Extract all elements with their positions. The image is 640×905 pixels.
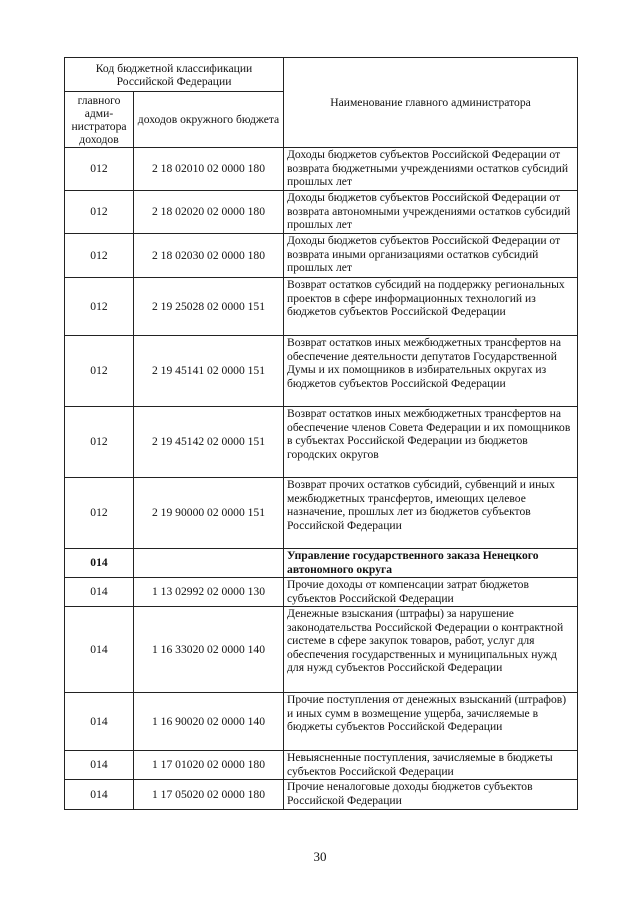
cell-revenue-code: 1 16 33020 02 0000 140 [134, 607, 284, 693]
table-row [65, 407, 578, 478]
cell-admin-code: 012 [65, 191, 134, 234]
header-main-admin: главного адми-нистратора доходов [65, 92, 134, 148]
table-row [65, 578, 578, 607]
cell-admin-name: Прочие поступления от денежных взысканий (штрафов) и иных сумм в возмещение ущерба, зачисляемые в бюджеты субъектов Российской Федерации [284, 693, 578, 751]
cell-admin-code: 012 [65, 478, 134, 549]
cell-admin-code: 014 [65, 578, 134, 607]
cell-revenue-code: 2 19 90000 02 0000 151 [134, 478, 284, 549]
cell-admin-code: 012 [65, 234, 134, 278]
budget-classification-table [64, 57, 578, 810]
table-row [65, 336, 578, 407]
cell-revenue-code: 2 18 02010 02 0000 180 [134, 148, 284, 191]
table-row [65, 549, 578, 578]
cell-admin-code: 012 [65, 407, 134, 478]
cell-revenue-code: 2 19 45141 02 0000 151 [134, 336, 284, 407]
cell-admin-code: 012 [65, 278, 134, 336]
table-row [65, 191, 578, 234]
cell-admin-name: Возврат остатков иных межбюджетных трансфертов на обеспечение членов Совета Федерации и их помощников в субъектах Российской Федерации из бюджетов городских округов [284, 407, 578, 478]
cell-revenue-code: 2 19 25028 02 0000 151 [134, 278, 284, 336]
table-row [65, 234, 578, 278]
table-row [65, 278, 578, 336]
cell-admin-code: 012 [65, 148, 134, 191]
cell-admin-name: Возврат остатков субсидий на поддержку региональных проектов в сфере информационных технологий из бюджетов субъектов Российской Федерации [284, 278, 578, 336]
table-row [65, 148, 578, 191]
cell-admin-name: Невыясненные поступления, зачисляемые в бюджеты субъектов Российской Федерации [284, 751, 578, 780]
header-admin-name: Наименование главного администратора [284, 58, 578, 148]
cell-admin-name: Доходы бюджетов субъектов Российской Федерации от возврата бюджетными учреждениями остатков субсидий прошлых лет [284, 148, 578, 191]
table-row [65, 780, 578, 810]
cell-revenue-code: 1 17 05020 02 0000 180 [134, 780, 284, 810]
cell-revenue-code: 2 18 02030 02 0000 180 [134, 234, 284, 278]
cell-revenue-code: 2 19 45142 02 0000 151 [134, 407, 284, 478]
cell-admin-name: Прочие доходы от компенсации затрат бюджетов субъектов Российской Федерации [284, 578, 578, 607]
cell-revenue-code [134, 549, 284, 578]
cell-admin-name: Прочие неналоговые доходы бюджетов субъектов Российской Федерации [284, 780, 578, 810]
table-row [65, 693, 578, 751]
cell-admin-code: 014 [65, 751, 134, 780]
header-revenue-code: доходов окружного бюджета [134, 92, 284, 148]
page-number: 30 [313, 849, 327, 864]
cell-admin-code: 014 [65, 780, 134, 810]
table-body [65, 148, 578, 810]
cell-admin-code: 014 [65, 549, 134, 578]
cell-revenue-code: 1 16 90020 02 0000 140 [134, 693, 284, 751]
cell-admin-code: 014 [65, 607, 134, 693]
cell-admin-name: Возврат прочих остатков субсидий, субвенций и иных межбюджетных трансфертов, имеющих целевое назначение, прошлых лет из бюджетов субъектов Российской Федерации [284, 478, 578, 549]
cell-admin-name: Возврат остатков иных межбюджетных трансфертов на обеспечение деятельности депутатов Государственной Думы и их помощников в избирательных округах из бюджетов субъектов Российской Федерации [284, 336, 578, 407]
cell-admin-code: 012 [65, 336, 134, 407]
cell-admin-name: Доходы бюджетов субъектов Российской Федерации от возврата иными организациями остатков субсидий прошлых лет [284, 234, 578, 278]
cell-revenue-code: 1 13 02992 02 0000 130 [134, 578, 284, 607]
cell-revenue-code: 1 17 01020 02 0000 180 [134, 751, 284, 780]
table-row [65, 478, 578, 549]
cell-admin-name: Управление государственного заказа Ненецкого автономного округа [284, 549, 578, 578]
header-group-title: Код бюджетной классификации Российской Федерации [65, 58, 284, 92]
cell-admin-name: Денежные взыскания (штрафы) за нарушение законодательства Российской Федерации о контрактной системе в сфере закупок товаров, работ, услуг для обеспечения государственных и муниципальных нужд для нужд субъектов Российской Федерации [284, 607, 578, 693]
cell-admin-code: 014 [65, 693, 134, 751]
cell-revenue-code: 2 18 02020 02 0000 180 [134, 191, 284, 234]
table-row [65, 751, 578, 780]
cell-admin-name: Доходы бюджетов субъектов Российской Федерации от возврата автономными учреждениями остатков субсидий прошлых лет [284, 191, 578, 234]
table-row [65, 607, 578, 693]
